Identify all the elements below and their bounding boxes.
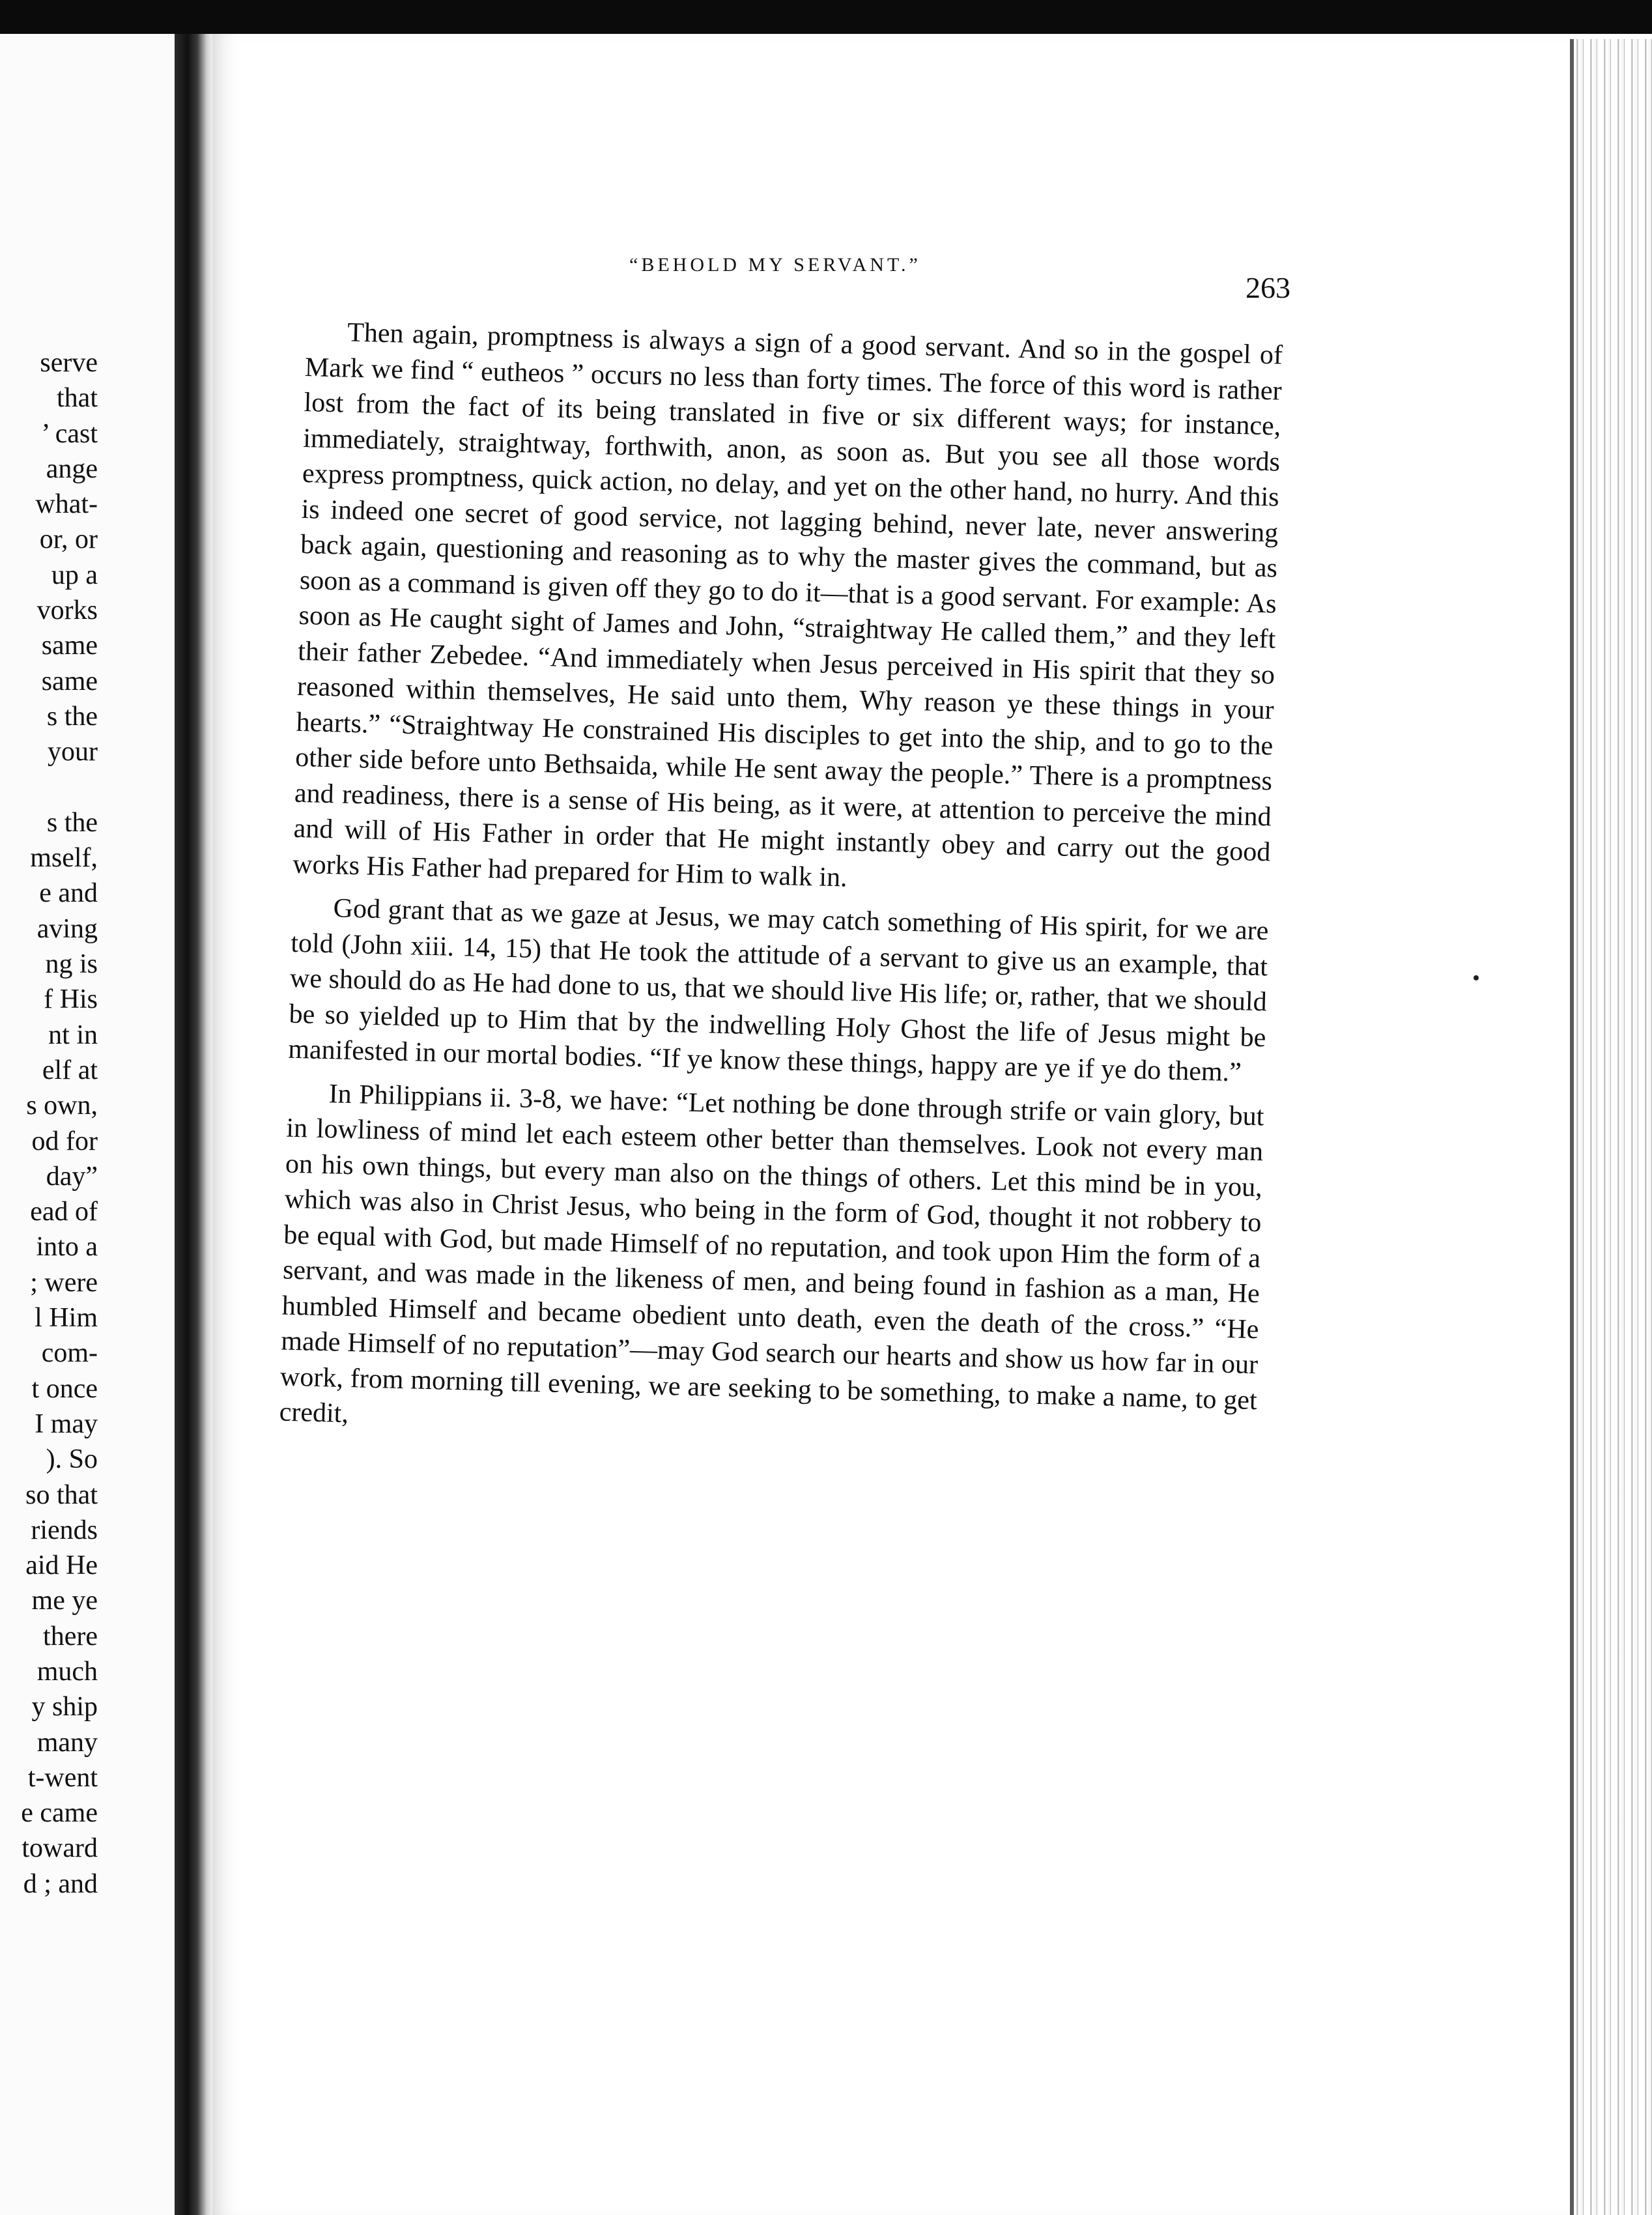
left-page-line: s own, xyxy=(26,1091,98,1121)
left-page-line: od for xyxy=(31,1126,98,1156)
left-page-line: riends xyxy=(31,1515,98,1545)
book-gutter xyxy=(175,34,212,2215)
scan-speck xyxy=(1474,975,1479,980)
left-page-text-fragments xyxy=(0,345,98,1902)
left-page-line: nt in xyxy=(48,1020,98,1050)
paragraph-god-grant: God grant that as we gaze at Jesus, we may catch something of His spirit, for we are told (John xiii. 14, 15) that He took the attitude of a servant to give us an example, that we should do as He had done to us, that we should live His life; or, rather, that we should be so yielded up to Him that by the indwelling Holy Ghost the life of Jesus might be manifested in our mortal bodies. “If ye know these things, happy are ye if ye do them.” xyxy=(287,893,1269,1088)
running-head: “BEHOLD MY SERVANT.” xyxy=(629,254,921,276)
left-page-line: or, or xyxy=(39,524,98,555)
scan-top-border xyxy=(0,0,1652,34)
left-page-line: I may xyxy=(35,1408,98,1439)
body-text xyxy=(279,314,1283,1462)
left-page-line: e and xyxy=(39,878,98,909)
left-page-line: s the xyxy=(46,807,98,838)
left-page-line: aid He xyxy=(25,1550,98,1581)
page-edges xyxy=(1570,39,1652,2215)
left-page-line: t once xyxy=(31,1373,98,1404)
left-page-line: ’ cast xyxy=(41,418,98,449)
left-page-line: up a xyxy=(51,560,98,590)
left-page-line: e came xyxy=(21,1798,98,1829)
left-page-line: same xyxy=(41,631,98,661)
left-page-line: many xyxy=(36,1727,98,1758)
left-page-line: same xyxy=(41,666,98,696)
left-page-line: mself, xyxy=(30,843,98,874)
left-page-line: into a xyxy=(36,1232,98,1263)
left-page-line: ). So xyxy=(46,1444,98,1475)
left-page-line: f His xyxy=(44,984,98,1015)
left-page-line: me ye xyxy=(31,1586,98,1616)
paragraph-philippians: In Philippians ii. 3-8, we have: “Let nothing be done through strife or vain glory, but in lowliness of mind let each esteem other better than themselves. Look not every man on his own things, but every man also on the things of others. Let this mind be in you, which was also in Christ Jesus, who being in the form of God, thought it not robbery to be equal with God, but made Himself of no reputation, and took upon Him the form of a servant, and was made in the likeness of men, and being found in fashion as a man, He humbled Himself and became obedient unto death, even the death of the cross.” “He made Himself of no reputation”—may God search our hearts and show us how far in our work, from morning till evening, we are seeking to be something, to make a name, to get credit, xyxy=(279,1078,1264,1429)
left-page-line: there xyxy=(43,1621,98,1651)
left-page-line: t-went xyxy=(27,1762,98,1793)
left-page-line: much xyxy=(36,1656,98,1687)
left-page-line: day” xyxy=(46,1161,98,1192)
left-page-line: toward xyxy=(21,1833,98,1864)
page-number: 263 xyxy=(1246,271,1290,304)
left-page-line: your xyxy=(48,737,98,767)
left-page-line xyxy=(0,770,98,805)
left-page-line: so that xyxy=(25,1479,98,1510)
left-page-line: that xyxy=(57,383,98,414)
left-page-line: s the xyxy=(46,701,98,732)
left-page-line: y ship xyxy=(31,1692,98,1722)
left-page-line: aving xyxy=(36,913,98,944)
left-page-line: ange xyxy=(46,453,98,484)
left-page-line: ng is xyxy=(45,949,98,980)
left-page xyxy=(0,34,175,2215)
left-page-line: what- xyxy=(35,489,98,520)
left-page-line: l Him xyxy=(35,1303,98,1334)
left-page-line: elf at xyxy=(42,1055,98,1085)
left-page-line: ead of xyxy=(30,1197,98,1227)
left-page-line: serve xyxy=(40,348,98,378)
left-page-line: com- xyxy=(41,1338,98,1369)
paragraph-promptness: Then again, promptness is always a sign of a good servant. And so in the gospel of Mark we find “ eutheos ” occurs no less than forty times. The force of this word is rather lost from the fact of its being translated in five or six different ways; for instance, immediately, straightway, forthwith, anon, as soon as. But you see all those words express promptness, quick action, no delay, and yet on the other hand, no hurry. And this is indeed one secret of good service, not lagging behind, never late, never answering back again, questioning and reasoning as to why the master gives the command, but as soon as a command is given off they go to do it—that is a good servant. For example: As soon as He caught sight of James and John, “straightway He called them,” and they left their father Zebedee. “And immediately when Jesus perceived in His spirit that they so reasoned within themselves, He said unto them, Why reason ye these things in your hearts.” “Straightway He constrained His disciples to get into the ship, and to go to the other side before unto Bethsaida, while He sent away the people.” There is a promptness and readiness, there is a sense of His being, as it were, at attention to perceive the mind and will of His Father in order that He might instantly obey and carry out the good works His Father had prepared for Him to walk in. xyxy=(292,317,1283,893)
left-page-line: ; were xyxy=(30,1267,98,1298)
left-page-line: vorks xyxy=(36,595,98,626)
left-page-line: d ; and xyxy=(23,1868,98,1899)
